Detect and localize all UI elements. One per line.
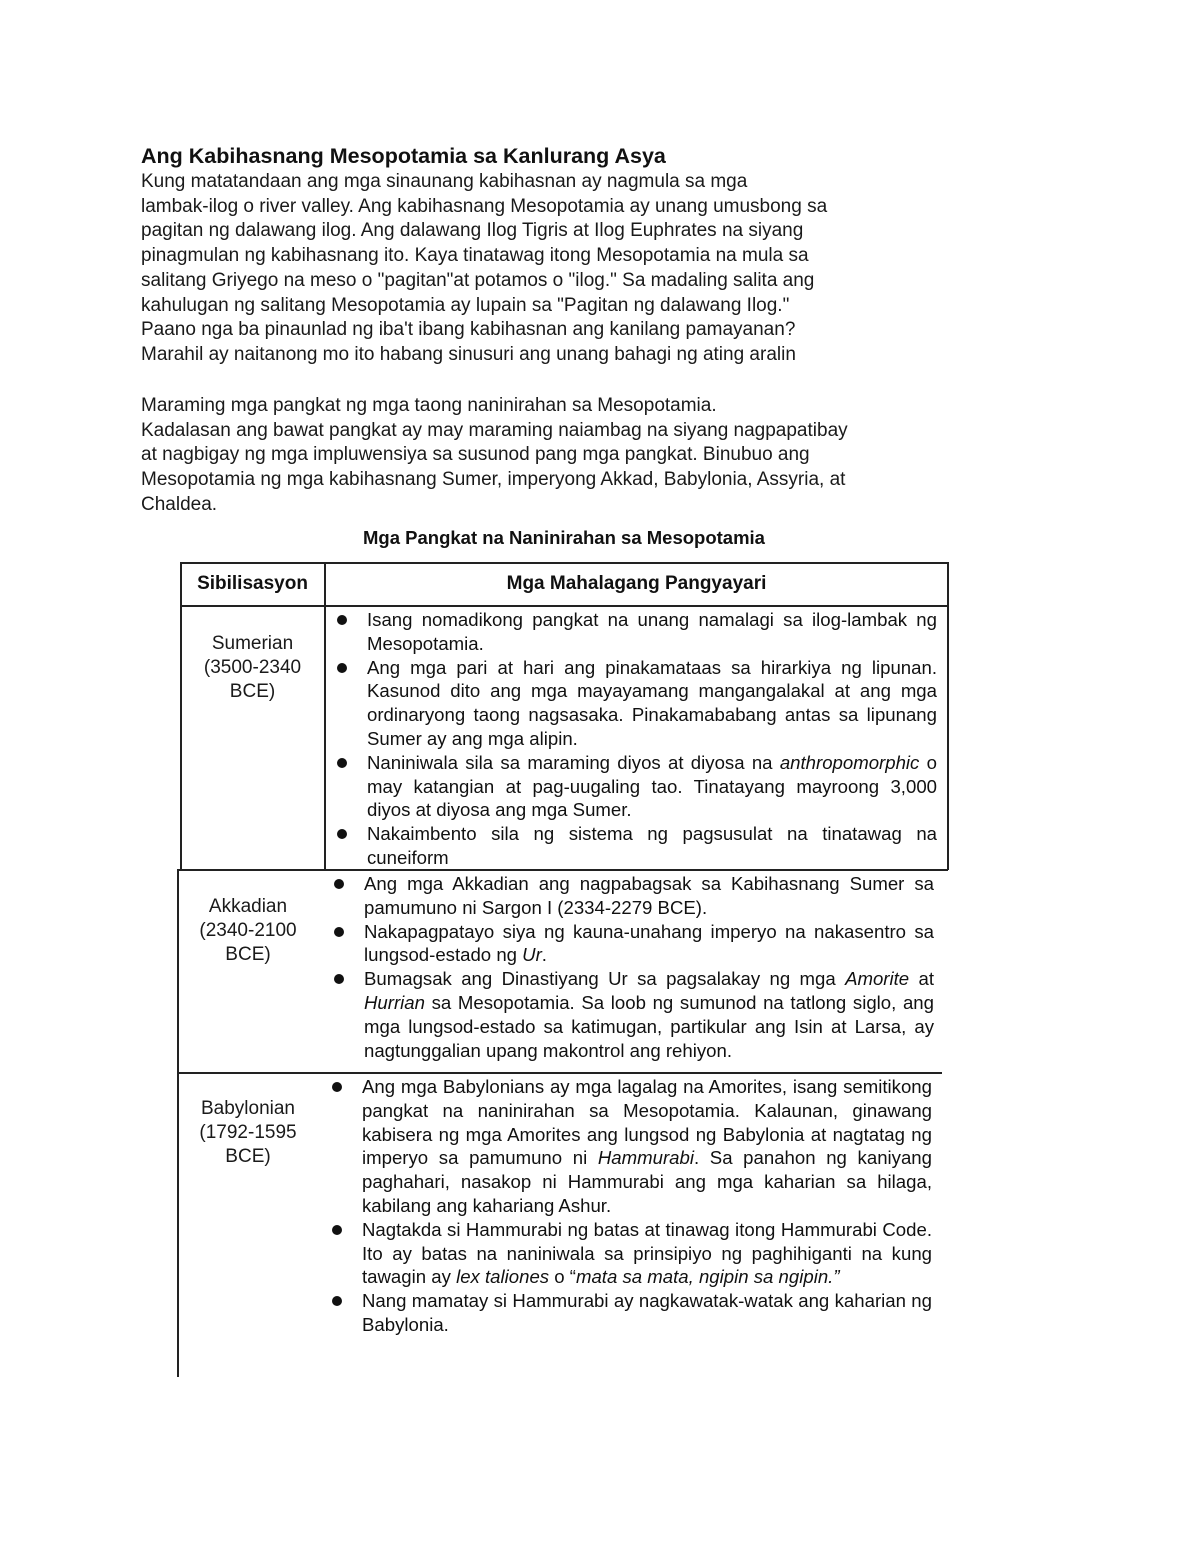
paragraph-line: Chaldea. [141, 493, 218, 515]
civ-dates: (2340-2100 [199, 920, 297, 941]
list-item [328, 1289, 932, 1337]
paragraph-line: kahulugan ng salitang Mesopotamia ay lupain sa "Pagitan ng dalawang Ilog." [141, 294, 790, 316]
bullet-text: Nakaimbento sila ng sistema ng pagsusulat na tinatawag na cuneiform [367, 823, 937, 868]
header-civilization: Sibilisasyon [197, 573, 308, 594]
civ-name: Sumerian [211, 633, 294, 654]
list-item [330, 872, 934, 920]
paragraph-line: Maraming mga pangkat ng mga taong naninirahan sa Mesopotamia. [141, 395, 717, 416]
bullet-text: Nang mamatay si Hammurabi ay nagkawatak-watak ang kaharian ng Babylonia. [362, 1290, 932, 1335]
table-title: Mga Pangkat na Naninirahan sa Mesopotamia [363, 527, 765, 548]
paragraph-line: salitang Griyego na meso o "pagitan"at potamos o "ilog." Sa madaling salita ang [141, 269, 815, 291]
intro-paragraph [141, 170, 971, 368]
list-item [328, 1218, 932, 1289]
bullet-text: Isang nomadikong pangkat na unang namalagi sa ilog-lambak ng Mesopotamia. [367, 609, 937, 654]
paragraph-line: pagitan ng dalawang ilog. Ang dalawang Ilog Tigris at Ilog Euphrates na siyang [141, 220, 804, 242]
paragraph-line: lambak-ilog o river valley. Ang kabihasnang Mesopotamia ay unang umusbong sa [141, 195, 828, 217]
civ-babylonian [178, 1097, 318, 1169]
civ-dates: (3500-2340 [203, 657, 302, 678]
civ-akkadian [178, 895, 318, 967]
list-item [330, 920, 934, 968]
paragraph-line: Marahil ay naitanong mo ito habang sinusuri ang unang bahagi ng ating aralin [141, 343, 796, 365]
list-item [333, 608, 937, 656]
bullet-text: Ang mga Akkadian ang nagpabagsak sa Kabihasnang Sumer sa pamumuno ni Sargon I (2334-2279 BCE). [364, 873, 934, 918]
bullet-text: Nakapagpatayo siya ng kauna-unahang imperyo na nakasentro sa lungsod-estado ng Ur. [364, 920, 934, 966]
list-item [328, 1075, 932, 1218]
akkadian-events [330, 872, 934, 1062]
civ-dates-suffix: BCE) [225, 1146, 271, 1167]
paragraph-line: Kung matatandaan ang mga sinaunang kabihasnan ay nagmula sa mga [141, 171, 748, 192]
civ-name: Akkadian [208, 896, 288, 917]
civ-dates-suffix: BCE) [229, 681, 276, 702]
bullet-text: Bumagsak ang Dinastiyang Ur sa pagsalakay ng mga Amorite at Hurrian sa Mesopotamia. Sa loob ng sumunod na tatlong siglo, ang mga lungsod-estado sa katimugan, partikular ang Isin at Larsa, ay nagtunggalian upang makontrol ang rehiyon. [364, 968, 934, 1061]
list-item [333, 822, 937, 870]
table-border-left [180, 562, 182, 870]
groups-paragraph [141, 394, 971, 518]
table-border-right [947, 562, 949, 870]
sumerian-events [333, 608, 937, 870]
paragraph-line: pinagmulan ng kabihasnang ito. Kaya tinatawag itong Mesopotamia na mula sa [141, 245, 809, 267]
civ-dates: (1792-1595 [199, 1122, 297, 1143]
bullet-text: Naniniwala sila sa maraming diyos at diyosa na anthropomorphic o may katangian at pag-uugaling tao. Tinatayang mayroong 3,000 diyos at diyosa ang mga Sumer. [367, 751, 937, 821]
bullet-text: Ang mga pari at hari ang pinakamataas sa hirarkiya ng lipunan. Kasunod dito ang mga mayayamang mangangalakal at ang mga ordinaryong taong nagsasaka. Pinakamababang antas sa lipunang Sumer ay ang mga alipin. [367, 656, 937, 749]
paragraph-line: Kadalasan ang bawat pangkat ay may maraming naiambag na siyang nagpapatibay [141, 419, 848, 441]
paragraph-line: Mesopotamia ng mga kabihasnang Sumer, imperyong Akkad, Babylonia, Assyria, at [141, 469, 846, 491]
babylonian-events [328, 1075, 932, 1337]
list-item [330, 967, 934, 1062]
row-divider-babylonian [177, 1072, 942, 1074]
paragraph-line: at nagbigay ng mga impluwensiya sa susunod pang mga pangkat. Binubuo ang [141, 444, 810, 466]
column-divider [324, 562, 326, 870]
document-title: Ang Kabihasnang Mesopotamia sa Kanlurang Asya [141, 144, 666, 168]
bullet-text: Ang mga Babylonians ay mga lagalag na Amorites, isang semitikong pangkat na naninirahan sa Mesopotamia. Kalaunan, ginawang kabisera ng mga Amorites ang lungsod ng Babylonia at nagtatag ng imperyo sa pamumuno ni Hammurabi. Sa panahon ng kaniyang paghahari, nasakop ni Hammurabi ang mga kaharian sa hilaga, kabilang ang kahariang Ashur. [362, 1076, 932, 1216]
civ-sumerian [181, 632, 324, 704]
civ-dates-suffix: BCE) [225, 944, 271, 965]
civ-name: Babylonian [200, 1098, 296, 1119]
paragraph-line: Paano nga ba pinaunlad ng iba't ibang kabihasnan ang kanilang pamayanan? [141, 319, 796, 341]
header-events: Mga Mahalagang Pangyayari [506, 573, 767, 594]
list-item [333, 656, 937, 751]
bullet-text: Nagtakda si Hammurabi ng batas at tinawag itong Hammurabi Code. Ito ay batas na naniniwala sa prinsipiyo ng paghihiganti na kung tawagin ay lex taliones o “mata sa mata, ngipin sa ngipin.” [362, 1218, 932, 1288]
list-item [333, 751, 937, 822]
